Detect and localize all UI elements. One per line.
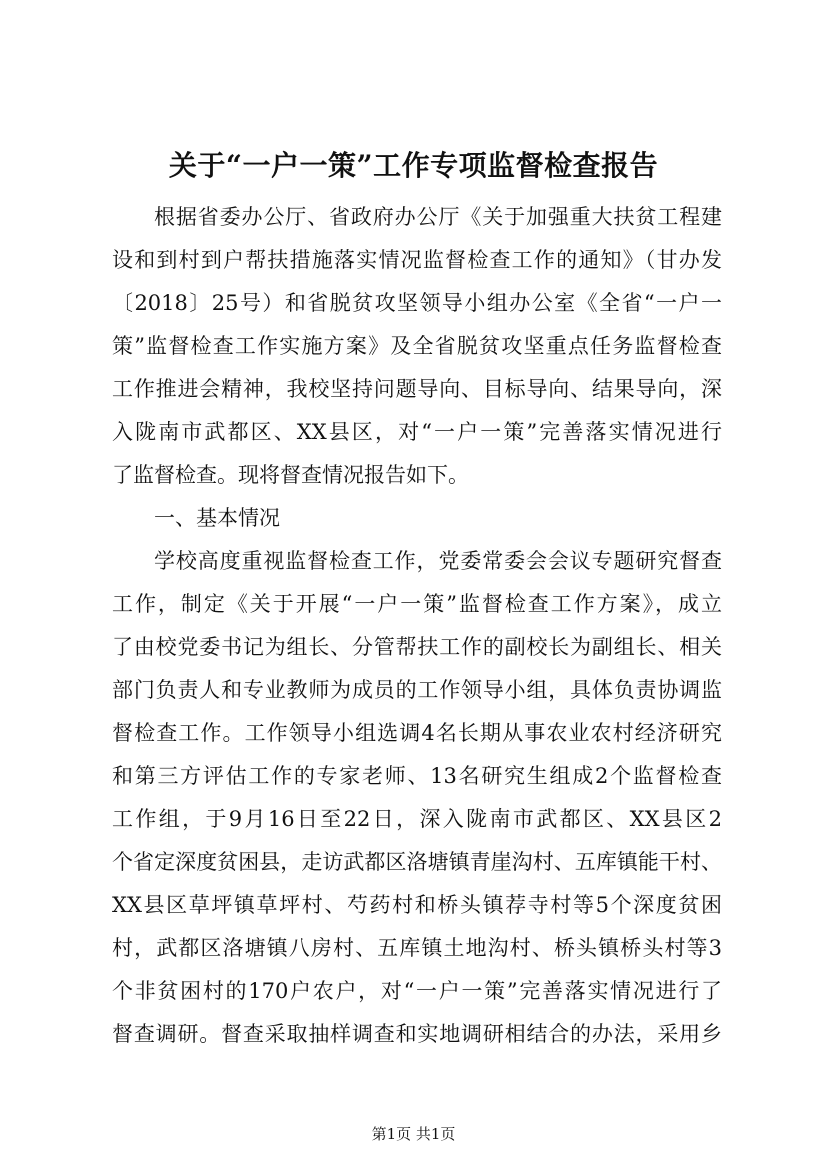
paragraph-line: 工作，制定《关于开展“一户一策”监督检查工作方案》，成立 (112, 592, 722, 616)
paragraph-line: 个非贫困村的170户农户，对“一户一策”完善落实情况进行了 (112, 979, 722, 1003)
paragraph-line: 个省定深度贫困县，走访武都区洛塘镇青崖沟村、五库镇能干村、 (112, 850, 722, 874)
paragraph-line: 村，武都区洛塘镇八房村、五库镇土地沟村、桥头镇桥头村等3 (112, 936, 722, 960)
paragraph-line: 工作推进会精神，我校坚持问题导向、目标导向、结果导向，深 (112, 377, 722, 401)
paragraph-line: 学校高度重视监督检查工作，党委常委会会议专题研究督查 (154, 549, 722, 573)
page-footer: 第1页 共1页 (371, 1125, 456, 1143)
paragraph-line: 入陇南市武都区、XX县区，对“一户一策”完善落实情况进行 (112, 420, 722, 444)
document-body (112, 196, 722, 1056)
paragraph-line: 部门负责人和专业教师为成员的工作领导小组，具体负责协调监 (112, 678, 722, 702)
paragraph-line: 督检查工作。工作领导小组选调4名长期从事农业农村经济研究 (112, 721, 722, 745)
document-title: 关于“一户一策”工作专项监督检查报告 (168, 149, 659, 182)
paragraph-line: 〔2018〕25号）和省脱贫攻坚领导小组办公室《全省“一户一 (112, 291, 722, 315)
paragraph-line: XX县区草坪镇草坪村、芍药村和桥头镇荐寺村等5个深度贫困 (112, 893, 722, 917)
paragraph-line: 根据省委办公厅、省政府办公厅《关于加强重大扶贫工程建 (154, 205, 722, 229)
paragraph-line: 工作组，于9月16日至22日，深入陇南市武都区、XX县区2 (112, 807, 722, 831)
paragraph-line: 了由校党委书记为组长、分管帮扶工作的副校长为副组长、相关 (112, 635, 722, 659)
paragraph-line: 策”监督检查工作实施方案》及全省脱贫攻坚重点任务监督检查 (112, 334, 722, 358)
paragraph-line: 督查调研。督查采取抽样调查和实地调研相结合的办法，采用乡 (112, 1022, 722, 1046)
section-heading: 一、基本情况 (154, 506, 280, 530)
paragraph-line: 了监督检查。现将督查情况报告如下。 (112, 463, 469, 487)
paragraph-line: 设和到村到户帮扶措施落实情况监督检查工作的通知》（甘办发 (112, 248, 722, 272)
paragraph-line: 和第三方评估工作的专家老师、13名研究生组成2个监督检查 (112, 764, 722, 788)
